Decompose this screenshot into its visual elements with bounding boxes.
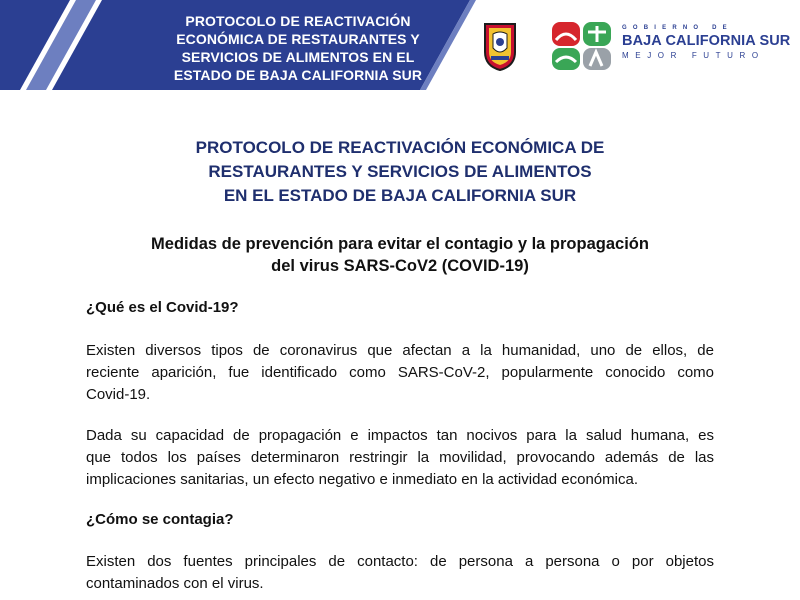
gov-top-text: GOBIERNO DE — [622, 25, 733, 31]
paragraph-line: implicaciones sanitarias, un efecto negativo e inmediato en la actividad económica. — [86, 471, 638, 488]
government-logo-icon — [552, 20, 612, 72]
banner-title-line: ESTADO DE BAJA CALIFORNIA SUR — [173, 67, 423, 83]
coat-of-arms-icon — [483, 22, 517, 72]
paragraph-line: Existen diversos tipos de coronavirus que afectan a la humanidad, uno de ellos, de — [86, 342, 714, 359]
document-subtitle-line: Medidas de prevención para evitar el contagio y la propagación — [151, 235, 649, 253]
paragraph-contagion-sources — [86, 551, 714, 595]
gov-tagline-text: MEJOR FUTURO — [622, 51, 765, 60]
document-title — [0, 136, 800, 208]
paragraph-line: Existen dos fuentes principales de contacto: de persona a persona o por objetos — [86, 553, 714, 570]
paragraph-covid-definition — [86, 340, 714, 406]
paragraph-line: reciente aparición, fue identificado como SARS-CoV-2, popularmente conocido como — [86, 364, 714, 381]
gov-name-text: BAJA CALIFORNIA SUR — [622, 33, 791, 49]
document-title-line: RESTAURANTES Y SERVICIOS DE ALIMENTOS — [208, 162, 592, 181]
document-title-line: PROTOCOLO DE REACTIVACIÓN ECONÓMICA DE — [195, 138, 605, 157]
document-subtitle-line: del virus SARS-CoV2 (COVID-19) — [271, 257, 529, 275]
banner-title-line: ECONÓMICA DE RESTAURANTES Y — [176, 31, 420, 47]
paragraph-line: Dada su capacidad de propagación e impactos tan nocivos para la salud humana, es — [86, 427, 714, 444]
document-subtitle — [0, 233, 800, 277]
paragraph-line: Covid-19. — [86, 386, 151, 403]
section-heading-how-spread: ¿Cómo se contagia? — [86, 511, 234, 528]
section-heading-what-is-covid: ¿Qué es el Covid-19? — [86, 299, 239, 316]
banner-title-line: PROTOCOLO DE REACTIVACIÓN — [185, 13, 411, 29]
paragraph-line: que todos los países determinaron restringir la movilidad, provocando además de las — [86, 449, 714, 466]
document-title-line: EN EL ESTADO DE BAJA CALIFORNIA SUR — [223, 186, 577, 205]
paragraph-covid-impact — [86, 425, 714, 491]
government-logo-text — [622, 24, 792, 61]
banner-title-line: SERVICIOS DE ALIMENTOS EN EL — [181, 49, 415, 65]
banner-title — [128, 12, 468, 84]
paragraph-line: contaminados con el virus. — [86, 575, 264, 592]
